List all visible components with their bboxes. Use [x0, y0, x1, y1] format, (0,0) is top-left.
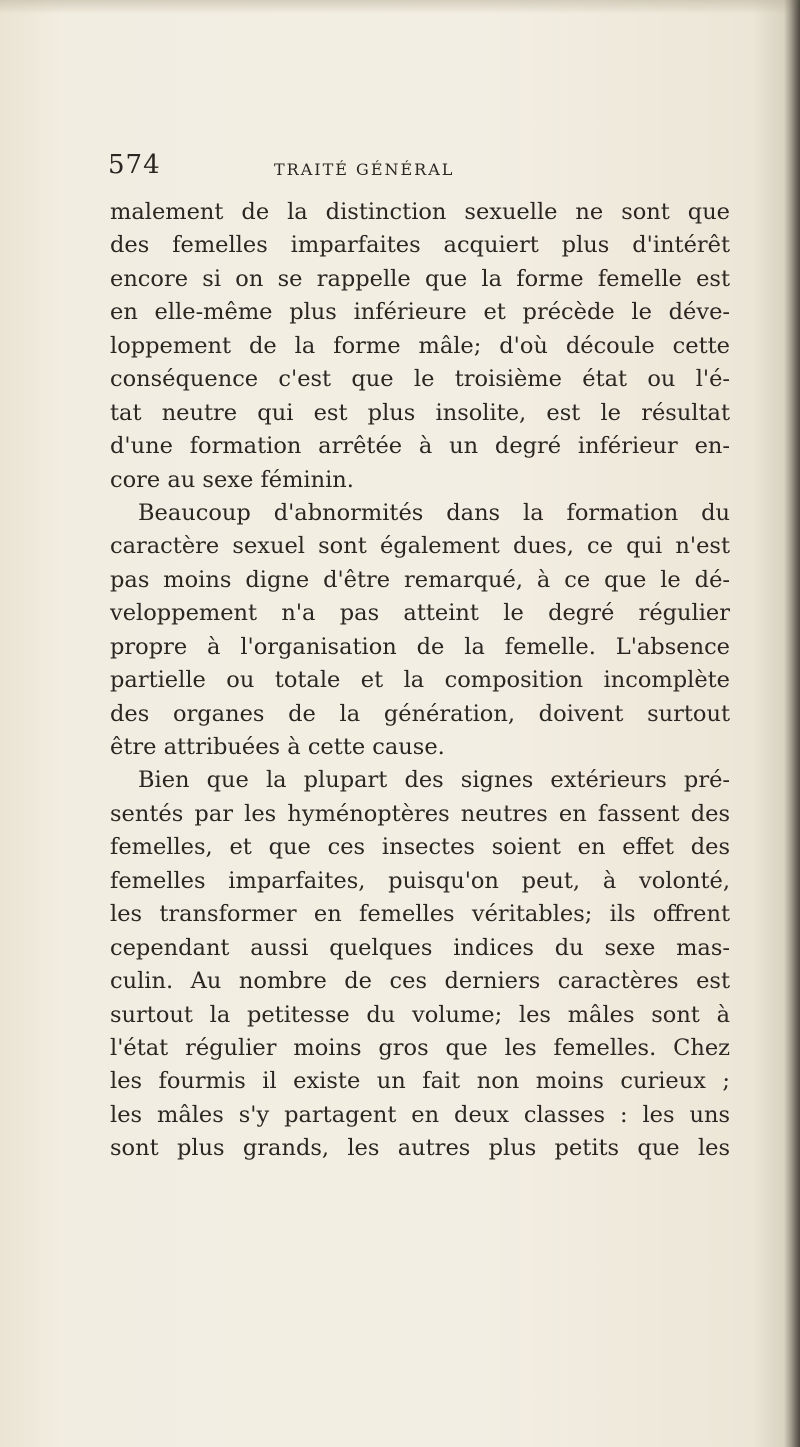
- body-text: [110, 196, 730, 1166]
- text-line: d'une formation arrêtée à un degré inférieur en-: [110, 433, 730, 460]
- text-line: tat neutre qui est plus insolite, est le résultat: [110, 399, 730, 426]
- text-line: les fourmis il existe un fait non moins curieux ;: [110, 1068, 730, 1095]
- page-top-shadow: [0, 0, 800, 14]
- text-line: encore si on se rappelle que la forme femelle est: [110, 265, 730, 292]
- page-binding-edge: [784, 0, 800, 1447]
- paragraph-end-line: core au sexe féminin.: [110, 466, 354, 493]
- text-line: femelles, et que ces insectes soient en effet des: [110, 834, 730, 861]
- text-line: des femelles imparfaites acquiert plus d'intérêt: [110, 232, 730, 259]
- text-line: sont plus grands, les autres plus petits que les: [110, 1135, 730, 1162]
- text-line: les mâles s'y partagent en deux classes : les uns: [110, 1101, 730, 1128]
- text-line: cependant aussi quelques indices du sexe mas-: [110, 934, 730, 961]
- text-line: loppement de la forme mâle; d'où découle cette: [110, 332, 730, 359]
- text-line: en elle-même plus inférieure et précède le déve-: [110, 299, 730, 326]
- text-line: conséquence c'est que le troisième état ou l'é-: [110, 366, 730, 393]
- paragraph-start-line: Beaucoup d'abnormités dans la formation du: [138, 499, 730, 526]
- page-header: [108, 150, 728, 190]
- text-line: culin. Au nombre de ces derniers caractères est: [110, 968, 730, 995]
- running-head: TRAITÉ GÉNÉRAL: [274, 160, 455, 179]
- text-line: pas moins digne d'être remarqué, à ce que le dé-: [110, 566, 730, 593]
- text-line: des organes de la génération, doivent surtout: [110, 700, 730, 727]
- paragraph-end-line: être attribuées à cette cause.: [110, 734, 445, 760]
- text-line: femelles imparfaites, puisqu'on peut, à volonté,: [110, 867, 730, 894]
- text-line: les transformer en femelles véritables; ils offrent: [110, 901, 730, 928]
- page-number: 574: [108, 150, 161, 180]
- text-line: surtout la petitesse du volume; les mâles sont à: [110, 1001, 730, 1028]
- text-line: malement de la distinction sexuelle ne sont que: [110, 199, 730, 225]
- text-line: l'état régulier moins gros que les femelles. Chez: [110, 1034, 730, 1061]
- text-line: partielle ou totale et la composition incomplète: [110, 667, 730, 694]
- text-line: veloppement n'a pas atteint le degré régulier: [110, 600, 730, 627]
- paragraph-start-line: Bien que la plupart des signes extérieurs pré-: [138, 767, 730, 794]
- text-line: propre à l'organisation de la femelle. L'absence: [110, 633, 730, 660]
- text-line: caractère sexuel sont également dues, ce qui n'est: [110, 533, 730, 560]
- text-line: sentés par les hyménoptères neutres en fassent des: [110, 800, 730, 827]
